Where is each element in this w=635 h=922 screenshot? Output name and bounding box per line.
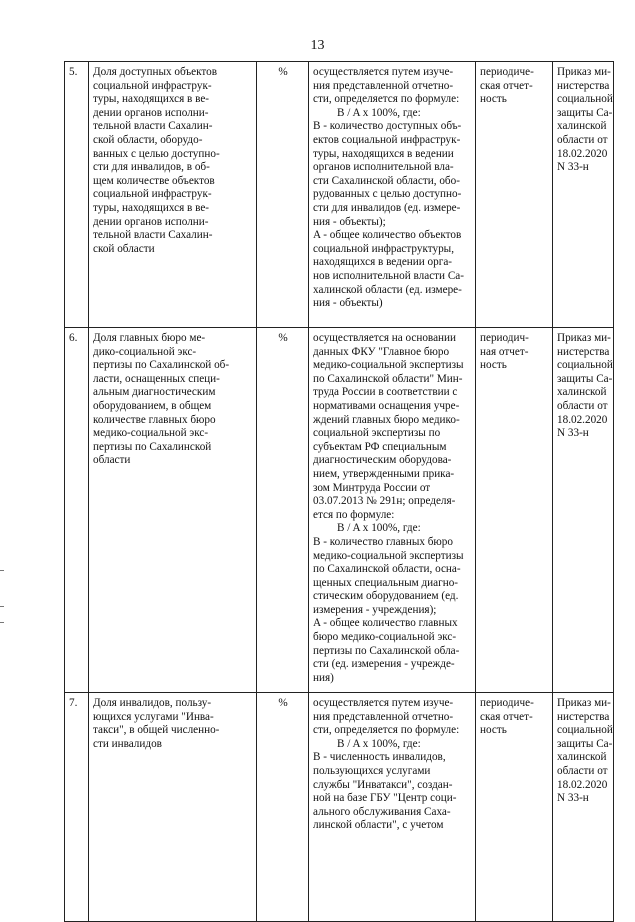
method-line: B / A x 100%, где:	[337, 522, 421, 535]
source-line: 18.02.2020	[557, 413, 608, 426]
periodicity-line: ность	[480, 93, 507, 106]
source-line: N 33-н	[557, 161, 589, 174]
indicator-cell	[89, 328, 257, 693]
method-line: B / A x 100%, где:	[337, 737, 421, 750]
indicator-line: сти для инвалидов, в об-	[93, 161, 210, 174]
periodicity-line: ская отчет-	[480, 79, 533, 92]
method-line: B / A x 100%, где:	[337, 106, 421, 119]
source-line: защиты Са-	[557, 737, 613, 750]
method-line: B - количество доступных объ-	[313, 120, 462, 133]
method-line: нормативами оснащения учре-	[313, 399, 460, 412]
source-line: 18.02.2020	[557, 147, 608, 160]
indicator-line: ющихся услугами "Инва-	[93, 710, 214, 723]
indicator-line: пертизы по Сахалинской	[93, 440, 212, 453]
edge-mark	[0, 606, 4, 607]
periodicity-line: ность	[480, 724, 507, 737]
indicator-line: такси", в общей численно-	[93, 724, 220, 737]
method-line: пользующихся услугами	[313, 764, 431, 777]
source-line: защиты Са-	[557, 372, 613, 385]
indicator-line: Доля инвалидов, пользу-	[93, 697, 212, 709]
method-line: осуществляется путем изуче-	[313, 697, 454, 709]
indicator-line: оборудованием, в общем	[93, 399, 212, 412]
unit-cell: %	[257, 693, 309, 922]
indicator-cell	[89, 62, 257, 328]
method-line: медико-социальной экспертизы	[313, 359, 464, 372]
method-line: находящихся в ведении орга-	[313, 256, 453, 269]
periodicity-cell	[476, 693, 553, 922]
method-line: нием, утвержденными прика-	[313, 467, 455, 480]
source-cell	[553, 693, 614, 922]
source-line: области от	[557, 133, 608, 146]
row-number: 6.	[65, 328, 89, 693]
source-line: халинской	[557, 120, 607, 133]
method-line: социальной инфраструктуры,	[313, 242, 454, 255]
method-line: социальной экспертизы по	[313, 427, 441, 440]
row-number: 5.	[65, 62, 89, 328]
indicator-line: области	[93, 454, 131, 467]
method-line: ждений главных бюро медико-	[313, 413, 460, 426]
source-line: социальной	[557, 359, 613, 372]
source-line: нистерства	[557, 79, 610, 92]
table-row	[65, 328, 614, 693]
method-line: службы "Инватакси", создан-	[313, 778, 453, 791]
source-line: области от	[557, 399, 608, 412]
method-line: зом Минтруда России от	[313, 481, 431, 494]
source-line: халинской	[557, 751, 607, 764]
method-cell	[309, 693, 476, 922]
indicator-line: тельной власти Сахалин-	[93, 120, 213, 133]
method-line: медико-социальной экспертизы	[313, 549, 464, 562]
method-line: данных ФКУ "Главное бюро	[313, 345, 450, 358]
source-line: области от	[557, 764, 608, 777]
method-line: ального обслуживания Саха-	[313, 805, 451, 818]
indicator-line: дении органов исполни-	[93, 215, 209, 228]
indicator-line: щем количестве объектов	[93, 174, 215, 187]
indicator-line: пертизы по Сахалинской об-	[93, 359, 230, 372]
indicator-line: ской области	[93, 242, 155, 255]
source-line: халинской	[557, 386, 607, 399]
periodicity-cell	[476, 62, 553, 328]
page-number: 13	[310, 38, 325, 53]
indicator-line: Доля главных бюро ме-	[93, 332, 206, 344]
method-line: труда России в соответствии с	[313, 386, 458, 399]
unit-cell: %	[257, 62, 309, 328]
periodicity-line: ская отчет-	[480, 710, 533, 723]
indicator-line: количестве главных бюро	[93, 413, 216, 426]
indicator-line: ласти, оснащенных специ-	[93, 372, 220, 385]
indicator-line: ской области, оборудо-	[93, 133, 203, 146]
indicator-line: ванных с целью доступно-	[93, 147, 220, 160]
indicator-line: дико-социальной экс-	[93, 345, 197, 358]
indicator-line: дении органов исполни-	[93, 106, 209, 119]
method-cell	[309, 328, 476, 693]
source-line: социальной	[557, 724, 613, 737]
indicators-table	[64, 61, 614, 922]
edge-mark	[0, 570, 4, 571]
method-line: осуществляется на основании	[313, 332, 456, 344]
source-line: Приказ ми-	[557, 66, 611, 78]
method-line: ния)	[313, 671, 334, 684]
row-number: 7.	[65, 693, 89, 922]
indicator-line: туры, находящихся в ве-	[93, 201, 210, 214]
source-line: нистерства	[557, 345, 610, 358]
method-line: по Сахалинской области" Мин-	[313, 372, 463, 385]
periodicity-line: периодиче-	[480, 697, 534, 709]
method-line: субъектам РФ специальным	[313, 440, 447, 453]
method-line: ния - объекты)	[313, 297, 383, 310]
periodicity-line: ность	[480, 359, 507, 372]
method-line: сти для инвалидов (ед. измере-	[313, 201, 461, 214]
method-line: рудованных с целью доступно-	[313, 188, 462, 201]
source-cell	[553, 328, 614, 693]
method-line: пертизы по Сахалинской обла-	[313, 644, 460, 657]
indicator-line: медико-социальной экс-	[93, 427, 209, 440]
method-line: сти Сахалинской области, обо-	[313, 174, 460, 187]
method-line: ния представленной отчетно-	[313, 710, 454, 723]
edge-mark	[0, 622, 4, 623]
indicator-line: социальной инфраструк-	[93, 79, 212, 92]
indicator-cell	[89, 693, 257, 922]
indicator-line: сти инвалидов	[93, 737, 162, 750]
source-line: Приказ ми-	[557, 697, 611, 709]
source-line: N 33-н	[557, 427, 589, 440]
source-line: социальной	[557, 93, 613, 106]
indicator-line: Доля доступных объектов	[93, 66, 218, 78]
method-line: осуществляется путем изуче-	[313, 66, 454, 78]
method-line: ной на базе ГБУ "Центр соци-	[313, 792, 457, 805]
method-line: туры, находящихся в ведении	[313, 147, 454, 160]
method-line: по Сахалинской области, осна-	[313, 563, 461, 576]
method-line: сти, определяется по формуле:	[313, 93, 460, 106]
periodicity-line: периодиче-	[480, 66, 534, 78]
method-cell	[309, 62, 476, 328]
indicator-line: социальной инфраструк-	[93, 188, 212, 201]
method-line: ния представленной отчетно-	[313, 79, 454, 92]
periodicity-line: периодич-	[480, 332, 529, 344]
indicator-line: альным диагностическим	[93, 386, 216, 399]
method-line: щенных специальным диагно-	[313, 576, 459, 589]
method-line: ектов социальной инфраструк-	[313, 133, 461, 146]
method-line: ния - объекты);	[313, 215, 386, 228]
source-line: нистерства	[557, 710, 610, 723]
method-line: стическим оборудованием (ед.	[313, 590, 459, 603]
method-line: нов исполнительной власти Са-	[313, 269, 464, 282]
method-line: ется по формуле:	[313, 508, 395, 521]
method-line: сти, определяется по формуле:	[313, 724, 460, 737]
source-line: 18.02.2020	[557, 778, 608, 791]
source-line: защиты Са-	[557, 106, 613, 119]
periodicity-line: ная отчет-	[480, 345, 529, 358]
table-row	[65, 62, 614, 328]
method-line: бюро медико-социальной экс-	[313, 631, 457, 644]
table-row	[65, 693, 614, 922]
method-line: органов исполнительной вла-	[313, 161, 454, 174]
indicator-line: туры, находящихся в ве-	[93, 93, 210, 106]
source-cell	[553, 62, 614, 328]
method-line: A - общее количество объектов	[313, 229, 462, 242]
periodicity-cell	[476, 328, 553, 693]
method-line: сти (ед. измерения - учрежде-	[313, 658, 455, 671]
indicator-line: тельной власти Сахалин-	[93, 229, 213, 242]
source-line: N 33-н	[557, 792, 589, 805]
method-line: B - численность инвалидов,	[313, 751, 446, 764]
method-line: 03.07.2013 № 291н; определя-	[313, 495, 456, 508]
method-line: линской области", с учетом	[313, 819, 444, 832]
method-line: диагностическим оборудова-	[313, 454, 452, 467]
unit-cell: %	[257, 328, 309, 693]
method-line: халинской области (ед. измере-	[313, 283, 462, 296]
source-line: Приказ ми-	[557, 332, 611, 344]
method-line: B - количество главных бюро	[313, 535, 453, 548]
method-line: A - общее количество главных	[313, 617, 458, 630]
method-line: измерения - учреждения);	[313, 603, 437, 616]
